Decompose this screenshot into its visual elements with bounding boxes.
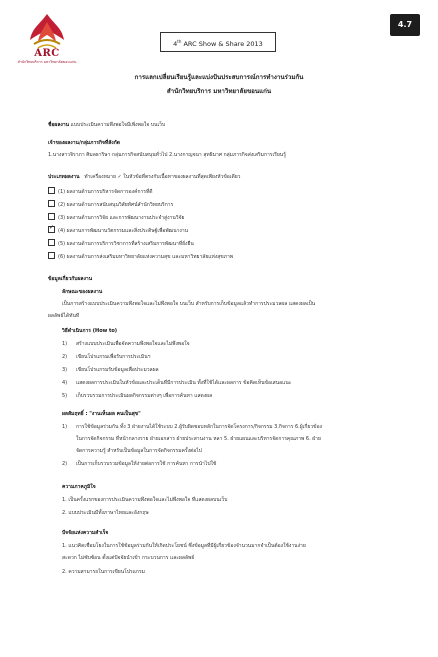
work-type-option[interactable] — [48, 200, 173, 209]
work-type-option[interactable] — [48, 187, 153, 196]
checkbox-icon[interactable] — [48, 239, 55, 246]
main-heading: การแลกเปลี่ยนเรียนรู้และแบ่งปันประสบการณ์การทำงานร่วมกัน — [134, 74, 304, 81]
checkbox-icon[interactable] — [48, 187, 55, 194]
result-item: 1) การใช้ข้อมูลร่วมกัน ทั้ง 3 ฝ่ายงานได้ใช้ระบบ 2.ผู้รับผิดชอบหลักในการจัดโครงการ/กิจกรรม 3.กิจการ 6.ผู้เกี่ยวข้อง — [62, 424, 323, 430]
results-heading: ผลสัมฤทธิ์ : "งานเห็นผล คนเป็นสุข" — [62, 411, 141, 417]
event-title-text: ARC Show & Share 2013 — [181, 40, 263, 49]
details-heading: ข้อมูลเกี่ยวกับผลงาน — [48, 276, 93, 282]
work-name-value: แบบประเมินความพึงพอใจมีเพิ่งพอใจ บนเว็บ — [70, 122, 166, 128]
event-title-number: 4 — [173, 40, 178, 49]
result-item-cont: จัดการความรู้ สำหรับเป็นข้อมูลในการจัดกิจกรรมครั้งต่อไป — [76, 448, 202, 454]
result-item: 2) เป็นการเก็บรวบรวมข้อมูลให้ง่ายต่อการใช้ การค้นหา การนำไปใช้ — [62, 461, 217, 467]
work-type-option-label: (1) ผลงานด้านการบริหารจัดการองค์การที่ดี — [58, 189, 153, 195]
pride-item: 2. แบบประเมินมีทั้งภาษาไทยและอังกฤษ — [62, 510, 149, 516]
work-type-option[interactable] — [48, 239, 194, 248]
event-title-sup: th — [177, 39, 182, 44]
logo-text: ARC — [34, 48, 60, 59]
method-step: 2) เขียนโปรแกรมเพื่อรับการประเมินฯ — [62, 354, 151, 360]
work-type-instruction: ทำเครื่องหมาย ✓ ในหัวข้อที่ตรงกับเนื้อหาของผลงานที่สุดเพียงหัวข้อเดียว — [84, 174, 241, 180]
work-name-row — [48, 122, 165, 129]
desc-heading: ลักษณะของผลงาน — [62, 289, 103, 295]
success-heading: ปัจจัยแห่งความสำเร็จ — [62, 530, 109, 536]
owners-label: เจ้าของผลงาน/กลุ่มภารกิจที่สังกัด — [48, 140, 120, 146]
event-title-box — [160, 32, 276, 52]
work-type-option[interactable] — [48, 213, 184, 222]
success-line-3: 2. ความสามารถในการเขียนโปรแกรม — [62, 569, 145, 575]
result-item-cont: ในการจัดกิจกรรม ที่หน้ากลางราย ฝ่ายเอกสาร ฝ่ายประสานงาน หลา 5. ฝ่ายแผนและบริหารจัดการคุณภาพ 6. ฝ่าย — [76, 436, 321, 442]
work-name-label: ชื่อผลงาน — [48, 122, 70, 128]
logo-subtext: สำนักวิทยบริการ มหาวิทยาลัยขอนแก่น — [17, 60, 77, 64]
desc-line-2: ผลลัพธ์ได้ทันที — [48, 313, 80, 319]
pride-heading: ความภาคภูมิใจ — [62, 484, 96, 490]
success-line-1: 1. แนวคิดเชื่อมโยงในการใช้ข้อมูลร่วมกันให้เกิดประโยชน์ ซึ่งข้อมูลที่มีผู้เกี่ยวข้องจำนวนมากจำเป็นต้องใช้งานง่าย — [62, 543, 306, 549]
method-step: 4) แสดงผลการประเมินในหัวข้อและประเด็นที่มีการประเมิน ทั้งที่ใช้ได้และผลการ ข้อคิดเห็นข้อเสนอแนะ — [62, 380, 292, 386]
work-type-option-label: (3) ผลงานด้านการวิจัย และการพัฒนางานประจำสู่งานวิจัย — [58, 215, 185, 221]
work-type-option-label: (2) ผลงานด้านการสนับสนุนวิสัยทัศน์สำนักวิทยบริการ — [58, 202, 174, 208]
checkbox-icon[interactable] — [48, 213, 55, 220]
page-number-badge: 4.7 — [390, 14, 420, 36]
method-step: 3) เขียนโปรแกรมรับข้อมูลเพื่อประมวลผล — [62, 367, 159, 373]
work-type-option-label: (5) ผลงานด้านการบริการวิชาการที่สร้างเสริมการพัฒนาที่ยั่งยืน — [58, 241, 194, 247]
work-type-label: ประเภทผลงาน — [48, 174, 80, 180]
method-step: 5) เก็บรวบรวมการประเมินผลกิจกรรมต่างๆ เพื่อการค้นหา แสดงผล — [62, 393, 213, 399]
work-type-option[interactable] — [48, 252, 233, 261]
owners-line: 1.นางสาวจิราภา ศิมลธาริษา กลุ่มภารกิจสนับสนุนทั่วไป 2.นางกาญจนา สุทธิมาศ กลุ่มภารกิจส่งเสริมการเรียนรู้ — [48, 152, 286, 158]
method-heading: วิธีดำเนินการ (How to) — [62, 328, 118, 334]
work-type-option-label: (6) ผลงานด้านการส่งเสริมมหาวิทยาลัยแห่งความสุข และมหาวิทยาลัยแห่งสุขภาพ — [58, 254, 234, 260]
checkbox-icon[interactable] — [48, 252, 55, 259]
work-type-option-label: (4) ผลงานการพัฒนานวัตกรรมและสิ่งประดิษฐ์เพื่อพัฒนางาน — [58, 228, 189, 234]
desc-line-1: เป็นการสร้างแบบประเมินความพึงพอใจและไม่พึงพอใจ บนเว็บ สำหรับการเก็บข้อมูลแล้วทำการประมวลผล แสดงผลเป็น — [62, 301, 316, 307]
checked-checkbox-icon[interactable] — [48, 226, 55, 233]
sub-heading: สำนักวิทยบริการ มหาวิทยาลัยขอนแก่น — [166, 88, 272, 95]
work-type-option[interactable] — [48, 226, 188, 235]
work-type-row — [48, 174, 240, 181]
pride-item: 1. เป็นครั้งแรกของการประเมินความพึงพอใจและไม่พึงพอใจ ที่แสดงผลบนเว็บ — [62, 497, 228, 503]
checkbox-icon[interactable] — [48, 200, 55, 207]
success-line-2: สะดวก ไม่ซับซ้อน ตั้งแต่ปัจจัยนำเข้า กระบวนการ และผลลัพธ์ — [62, 555, 195, 561]
method-step: 1) สร้างแบบประเมินเพื่อจัดความพึงพอใจและไม่พึงพอใจ — [62, 341, 190, 347]
